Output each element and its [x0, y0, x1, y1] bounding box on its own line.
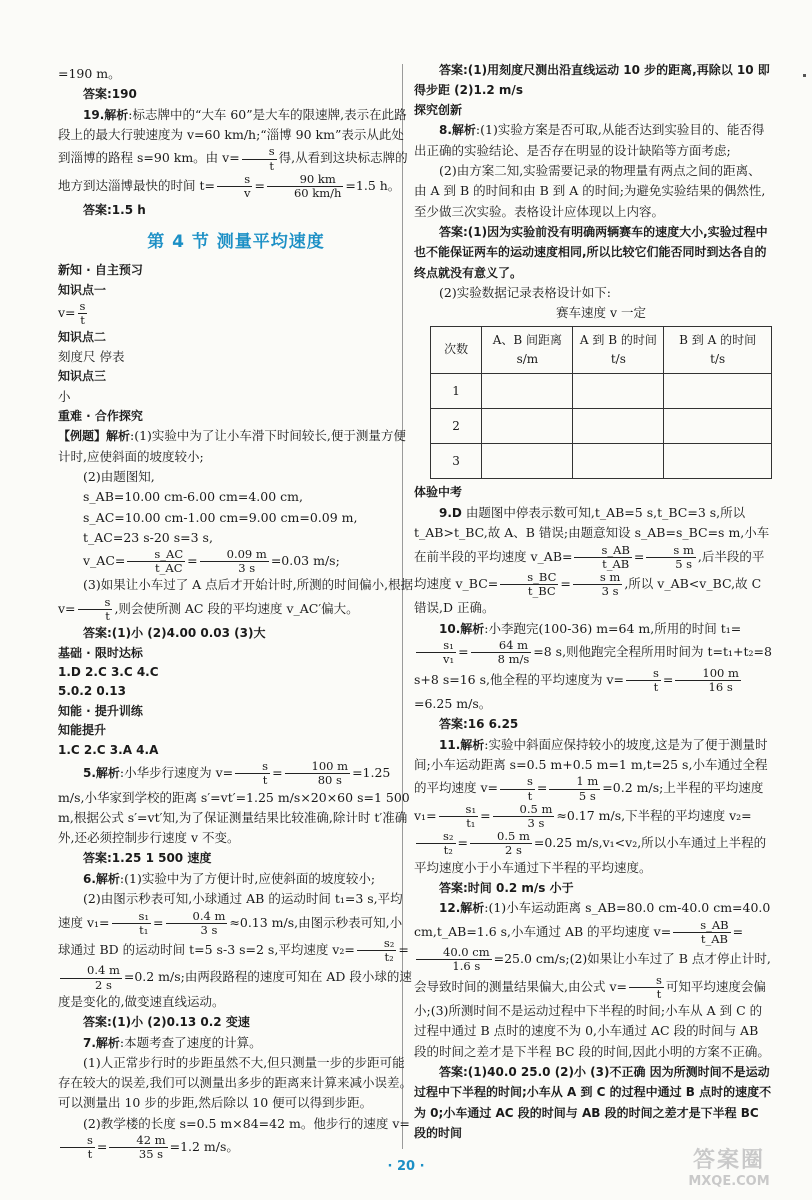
solution-7-b: (1)人正常步行时的步距虽然不大,但只测量一步的步距可能存在较大的误差,我们可以测量出多步的距离来计算来减小误差。可以测量出 10 步的步距,然后除以 10 便可以得到步距。 [58, 1054, 412, 1111]
right-column [414, 60, 772, 1144]
jichu-answers-1: 1.D 2.C 3.C 4.C [58, 665, 159, 680]
fraction: $\frac{0.4 m}{2 s}$ [60, 964, 122, 991]
fraction: $\frac{s}{t}$ [500, 775, 535, 802]
fraction: $\frac{\text{s m}}{3 s}$ [573, 571, 622, 598]
heading-xinzhi: 新知 · 自主预习 [58, 263, 143, 278]
example-line: (3)如果让小车过了 A 点后才开始计时,所测的时间偏小,根据 v= $\frac{s}{t}$ ,则会使所测 AC 段的平均速度 v_AC′偏大。 [58, 577, 414, 623]
page-number: · 20 · [387, 1159, 425, 1174]
fraction: $\frac{64 m}{8 m/s}$ [471, 639, 532, 666]
answer-5: 答案:1.25 1 500 速度 [83, 851, 212, 866]
fraction: $\frac{s}{t}$ [235, 760, 270, 787]
heading-tiyan: 体验中考 [414, 485, 463, 500]
left-column [58, 64, 414, 1161]
answer-7: 答案:(1)用刻度尺测出沿直线运动 10 步的距离,再除以 10 即得步距 (2)1.2 m/s [414, 63, 770, 98]
fraction: $\frac{100 m}{80 s}$ [285, 760, 351, 787]
table-cell [482, 409, 573, 444]
watermark-line-1: 答案圈 [692, 1148, 765, 1173]
fraction: $\frac{s}{t}$ [626, 667, 661, 694]
watermark-logo [664, 1148, 794, 1194]
example-answer: 答案:(1)小 (2)4.00 0.03 (3)大 [83, 626, 266, 641]
answer-12: 答案:(1)40.0 25.0 (2)小 (3)不正确 因为所测时间不是运动过程中下半程的时间;小车从 A 到 C 的过程中通过 B 点时的速度不为 0;小车通过 AC 段的时间与 AB 段的时间之差才是下半程 BC 段的时间 [414, 1064, 772, 1141]
solution-11: 11.解析:实验中斜面应保持较小的坡度,这是为了便于测量时间;小车运动距离 s=0.5 m+0.5 m=1 m,t=25 s,小车通过全程的平均速度 v= $\frac{s}{t}$ = $\frac{1 m}{5 s}$ =0.2 m/s;上半程的平均速度 v₁= $\frac{\text{s₁}}{\text{t₁}}$ = $\frac{0.5 m}{3 s}$ ≈0.17 m/s,下半程的平均速度 v₂= $\frac{\text{s₂}}{\text{t₂}}$ = $\frac{0.5 m}{2 s}$ =0.25 m/s,v₁<v₂,所以小车通过上半程的平均速度小于小车通过下半程的平均速度。 [414, 736, 768, 875]
fraction: $\frac{s\_AB}{t\_AB}$ [574, 544, 631, 571]
heading-tisheng: 知能提升 [58, 723, 107, 738]
table-cell: 3 [431, 444, 482, 479]
fraction: $\frac{s}{t}$ [79, 299, 86, 328]
knowledge-point-1: 知识点一 [58, 282, 107, 297]
example-line: t_AC=23 s-20 s=3 s, [83, 529, 213, 545]
table-row [431, 444, 772, 479]
fraction: $\frac{0.09 m}{3 s}$ [200, 548, 269, 575]
table-header: 次数 [431, 326, 482, 374]
margin-mark [803, 74, 806, 77]
fraction: $\frac{s\_AC}{t\_AC}$ [127, 548, 185, 575]
knowledge-point-3: 知识点三 [58, 369, 107, 384]
heading-zhongnan: 重难 · 合作探究 [58, 408, 143, 423]
example-solution: 【例题】解析:(1)实验中为了让小车滑下时间较长,便于测量方便计时,应使斜面的坡度较小; [58, 428, 406, 464]
example-line: v_AC= $\frac{s\_AC}{t\_AC}$ = $\frac{0.09 m}{3 s}$ =0.03 m/s; [83, 547, 340, 576]
solution-7-c: (2)教学楼的长度 s=0.5 m×84=42 m。他步行的速度 v= $\frac{s}{t}$ = $\frac{42 m}{35 s}$ =1.2 m/s。 [58, 1114, 414, 1162]
example-line: s_AC=10.00 cm-1.00 cm=9.00 cm=0.09 m, [83, 509, 358, 525]
jichu-answers-2: 5.0.2 0.13 [58, 684, 126, 699]
answer-10: 答案:16 6.25 [439, 717, 519, 732]
heading-jichu: 基础 · 限时达标 [58, 645, 143, 660]
table-cell: 1 [431, 374, 482, 409]
solution-8-b: (2)由方案二知,实验需要记录的物理量有两点之间的距离、由 A 到 B 的时间和由 B 到 A 的时间;为避免实验结果的偶然性,至少做三次实验。表格设计应体现以上内容。 [414, 163, 766, 219]
table-header-row [431, 326, 772, 374]
solution-8: 8.解析:(1)实验方案是否可取,从能否达到实验目的、能否得出正确的实验结论、是否存在明显的设计缺陷等方面考虑; [414, 122, 765, 158]
table-header: B 到 A 的时间 t/s [664, 326, 772, 374]
table-cell [482, 444, 573, 479]
answer-8-b: (2)实验数据记录表格设计如下: [439, 285, 611, 301]
fraction: $\frac{\text{s₂}}{\text{t₂}}$ [357, 937, 397, 964]
table-cell [482, 374, 573, 409]
table-row [431, 409, 772, 444]
table-caption: 赛车速度 v 一定 [555, 305, 646, 321]
table-header: A 到 B 的时间 t/s [573, 326, 664, 374]
fraction: $\frac{0.5 m}{3 s}$ [493, 803, 555, 830]
solution-19: 19.解析:标志牌中的“大车 60”是大车的限速牌,表示在此路段上的最大行驶速度为 v=60 km/h;“淄博 90 km”表示从此处到淄博的路程 s=90 km。由 v= $\frac{s}{t}$ 得,从看到这块标志牌的地方到达淄博最快的时间 t= $\frac{s}{v}$ = $\frac{90 km}{60 km/h}$ =1.5 h。 [58, 106, 408, 201]
fraction: $\frac{100 m}{16 s}$ [675, 667, 741, 694]
solution-12: 12.解析:(1)小车运动距离 s_AB=80.0 cm-40.0 cm=40.0 cm,t_AB=1.6 s,小车通过 AB 的平均速度 v= $\frac{s\_AB}{t\_AB}$ = $\frac{40.0 cm}{1.6 s}$ =25.0 cm/s;(2)如果让小车过了 B 点才停止计时,会导致时间的测量结果偏大,由公式 v= $\frac{s}{t}$ 可知平均速度会偏小;(3)所测时间不是运动过程中下半程的时间;小车从 A 到 C 的过程中通过 B 点时的速度不为 0,小车通过 AC 段的时间与 AB 段的时间之差才是下半程 BC 段的时间,因此小明的方案不正确。 [414, 900, 771, 1059]
k3-answer: 小 [58, 388, 71, 404]
answer-8: 答案:(1)因为实验前没有明确两辆赛车的速度大小,实验过程中也不能保证两车的运动速度相同,所以比较它们能否同时到达各自的终点就没有意义了。 [414, 224, 768, 280]
fraction: $\frac{\text{s m}}{5 s}$ [646, 544, 695, 571]
fraction: $\frac{s}{v}$ [217, 173, 253, 200]
solution-9: 9.D 由题图中停表示数可知,t_AB=5 s,t_BC=3 s,所以 t_AB>t_BC,故 A、B 错误;由题意知设 s_AB=s_BC=s m,小车在前半段的平均速度 v_AB= $\frac{s\_AB}{t\_AB}$ = $\frac{\text{s m}}{5 s}$ ,后半段的平均速度 v_BC= $\frac{s\_BC}{t\_BC}$ = $\frac{\text{s m}}{3 s}$ ,所以 v_AB<v_BC,故 C 错误,D 正确。 [414, 504, 770, 616]
table-cell [573, 444, 664, 479]
fraction: $\frac{s}{t}$ [629, 974, 664, 1001]
fraction: $\frac{40.0 cm}{1.6 s}$ [416, 946, 492, 973]
fraction: $\frac{\text{s₁}}{\text{t₁}}$ [439, 803, 479, 830]
fraction: $\frac{s}{t}$ [78, 596, 113, 623]
example-line: (2)由题图知, [83, 469, 155, 485]
example-line: s_AB=10.00 cm-6.00 cm=4.00 cm, [83, 489, 303, 505]
fraction: $\frac{42 m}{35 s}$ [109, 1134, 167, 1161]
table-cell [664, 374, 772, 409]
fraction: $\frac{\text{s₁}}{\text{v₁}}$ [416, 639, 456, 666]
fraction: $\frac{0.5 m}{2 s}$ [470, 830, 532, 857]
text-line: =190 m。 [58, 66, 121, 81]
answer-11: 答案:时间 0.2 m/s 小于 [439, 880, 574, 895]
solution-10: 10.解析:小李跑完(100-36) m=64 m,所用的时间 t₁= $\frac{\text{s₁}}{\text{v₁}}$ = $\frac{64 m}{8 m/s}$ =8 s,则他跑完全程所用时间为 t=t₁+t₂=8 s+8 s=16 s,他全程的平均速度为 v= $\frac{s}{t}$ = $\frac{100 m}{16 s}$ =6.25 m/s。 [414, 620, 772, 711]
fraction: $\frac{1 m}{5 s}$ [549, 775, 600, 802]
table-row [431, 374, 772, 409]
solution-6-b: (2)由图示秒表可知,小球通过 AB 的运动时间 t₁=3 s,平均速度 v₁= $\frac{\text{s₁}}{\text{t₁}}$ = $\frac{0.4 m}{3 s}$ ≈0.13 m/s,由图示秒表可知,小球通过 BD 的运动时间 t=5 s-3 s=2 s,平均速度 v₂= $\frac{\text{s₂}}{\text{t₂}}$ = $\frac{0.4 m}{2 s}$ =0.2 m/s;由两段路程的速度可知在 AD 段小球的速度是变化的,做变速直线运动。 [58, 891, 412, 1009]
answer-19-b: 答案:1.5 h [83, 203, 146, 218]
table-cell [573, 374, 664, 409]
fraction: $\frac{90 km}{60 km/h}$ [267, 173, 343, 200]
formula-v: v= $\frac{s}{t}$ [58, 299, 86, 328]
data-table [430, 326, 772, 480]
fraction: $\frac{s\_AB}{t\_AB}$ [673, 919, 730, 946]
fraction: $\frac{s\_BC}{t\_BC}$ [500, 571, 558, 598]
fraction: $\frac{s}{t}$ [242, 145, 277, 172]
fraction: $\frac{s}{t}$ [60, 1134, 95, 1161]
section-title: 第 4 节 测量平均速度 [147, 231, 325, 252]
table-cell [664, 409, 772, 444]
fraction: $\frac{\text{s₂}}{\text{t₂}}$ [416, 830, 456, 857]
solution-7: 7.解析:本题考查了速度的计算。 [83, 1034, 262, 1050]
watermark-line-2: MXQE.COM [688, 1174, 770, 1190]
solution-5: 5.解析:小华步行速度为 v= $\frac{s}{t}$ = $\frac{100 m}{80 s}$ =1.25 m/s,小华家到学校的距离 s′=vt′=1.25 m/s×20×60 s=1 500 m,根据公式 s′=vt′知,为了保证测量结果比较准确,除计时 t′准确外,还必须控制步行速度 v 不变。 [58, 759, 410, 846]
fraction: $\frac{0.4 m}{3 s}$ [166, 910, 228, 937]
table-cell [664, 444, 772, 479]
fraction: $\frac{\text{s₁}}{\text{t₁}}$ [112, 910, 152, 937]
answer-19-a: 答案:190 [83, 87, 137, 102]
heading-tanjiu: 探究创新 [414, 102, 463, 117]
table-cell: 2 [431, 409, 482, 444]
answer-6: 答案:(1)小 (2)0.13 0.2 变速 [83, 1015, 250, 1030]
heading-zhineng: 知能 · 提升训练 [58, 703, 143, 718]
table-cell [573, 409, 664, 444]
knowledge-point-2: 知识点二 [58, 329, 107, 344]
zhineng-answers: 1.C 2.C 3.A 4.A [58, 742, 159, 757]
k2-answer: 刻度尺 停表 [58, 348, 125, 364]
solution-6: 6.解析:(1)实验中为了方便计时,应使斜面的坡度较小; [83, 870, 376, 886]
table-header: A、B 间距离 s/m [482, 326, 573, 374]
